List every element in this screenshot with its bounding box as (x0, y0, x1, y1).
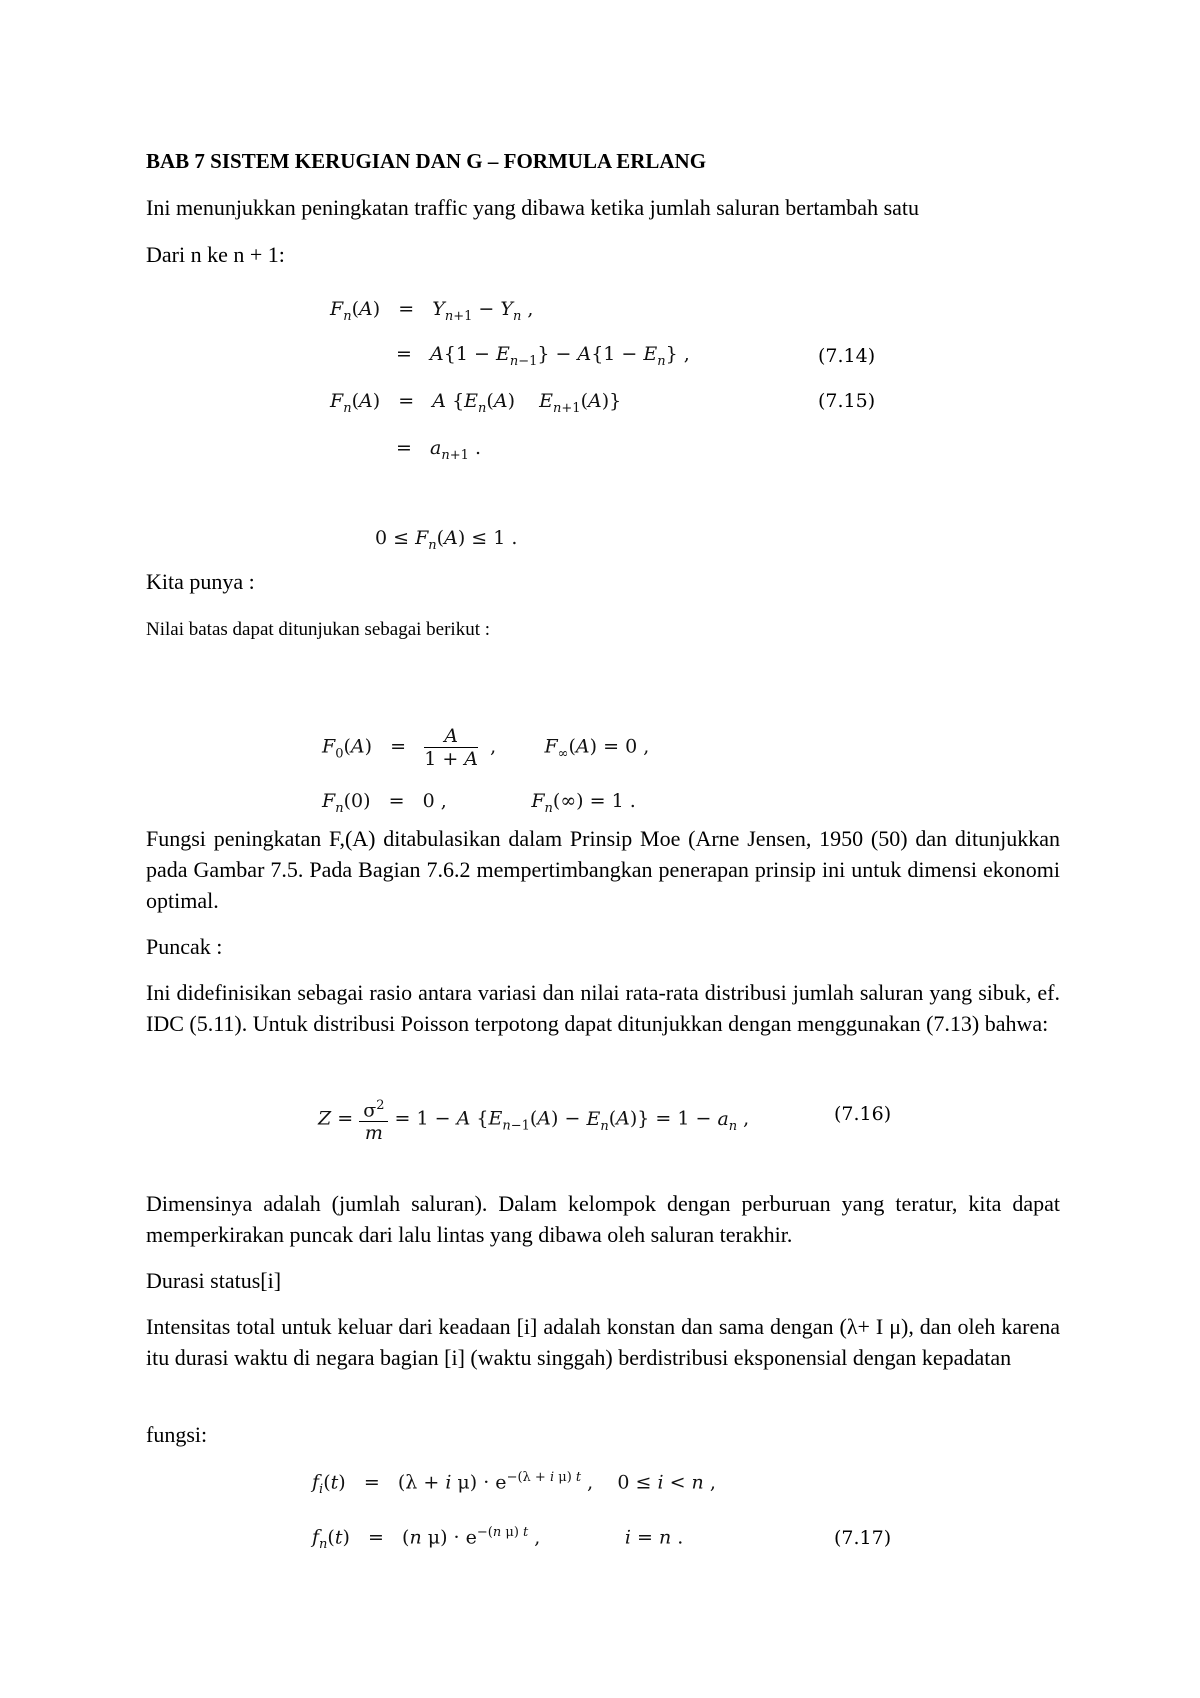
equation-number-7-17: (7.17) (834, 1527, 892, 1549)
fungsi-label: fungsi: (146, 1422, 208, 1447)
puncak-label: Puncak : (146, 934, 223, 959)
equation-fn-line3: $F_n(A) = A$ {$E_n(A)$ $E_{n+1}(A)$} (330, 390, 622, 416)
kita-punya-label: Kita punya : (146, 569, 255, 594)
dimension-paragraph: Dimensinya adalah (jumlah saluran). Dalam kelompok dengan perburuan yang teratur, kita dapat memperkirakan puncak dari lalu lintas yang dibawa oleh saluran terakhir. (146, 1191, 1060, 1247)
equation-fn-line2: = $A\{1 - E_{n-1}\} - A\{1 - E_n\}$ , (396, 343, 690, 369)
equation-number-7-14: (7.14) (818, 345, 876, 367)
fungsi-paragraph: Fungsi peningkatan F,(A) ditabulasikan dalam Prinsip Moe (Arne Jensen, 1950 (50) dan ditunjukkan pada Gambar 7.5. Pada Bagian 7.6.2 mempertimbangkan penerapan prinsip ini untuk dimensi ekonomi optimal. (146, 826, 1060, 913)
equation-number-7-15: (7.15) (818, 390, 876, 412)
intro-paragraph: Ini menunjukkan peningkatan traffic yang dibawa ketika jumlah saluran bertambah satu (146, 195, 920, 220)
equation-number-7-16: (7.16) (834, 1103, 892, 1125)
limit-values-label: Nilai batas dapat ditunjukan sebagai berikut : (146, 619, 491, 640)
equation-peakedness: Z = $\frac{\sigma^2}{m}$ = 1 − A $\{E_{n-1}(A) - E_n(A)\} = 1 - a_n$ , (318, 1095, 749, 1144)
equation-density-line2: $f_n(t) = (n$ $\mu) \cdot e^{-(n \mu) t}$ , i = n . (312, 1525, 684, 1553)
range-paragraph: Dari n ke n + 1: (146, 242, 285, 267)
definition-paragraph: Ini didefinisikan sebagai rasio antara variasi dan nilai rata-rata distribusi jumlah saluran yang sibuk, ef. IDC (5.11). Untuk distribusi Poisson terpotong dapat ditunjukkan dengan menggunakan (7.13) bahwa: (146, 980, 1060, 1036)
chapter-title: BAB 7 SISTEM KERUGIAN DAN G – FORMULA ERLANG (146, 149, 707, 173)
durasi-status-label: Durasi status[i] (146, 1268, 282, 1293)
equation-fn-line1: $F_n(A) = Y_{n+1} - Y_n$ , (330, 298, 534, 324)
equation-limit-line1: $F_0(A)$ = $\frac{A}{1 + A}$ , $F_\infty(A) = 0$ , (322, 725, 650, 770)
equation-fn-bounds: $0 \le F_n(A) \le 1$ . (375, 527, 518, 553)
intensity-paragraph: Intensitas total untuk keluar dari keadaan [i] adalah konstan dan sama dengan (λ+ I μ), dan oleh karena itu durasi waktu di negara bagian [i] (waktu singgah) berdistribusi eksponensial dengan kepadatan (146, 1314, 1060, 1370)
equation-limit-line2: $F_n(0) = 0$ , $F_n(\infty) = 1$ . (322, 790, 636, 816)
equation-fn-line4: = $a_{n+1}$ . (396, 437, 482, 463)
equation-density-line1: $f_i(t) = (\lambda + i$ $\mu) \cdot e^{-(\lambda + i \mu) t}$ , 0 ≤ i < n , (312, 1470, 716, 1498)
